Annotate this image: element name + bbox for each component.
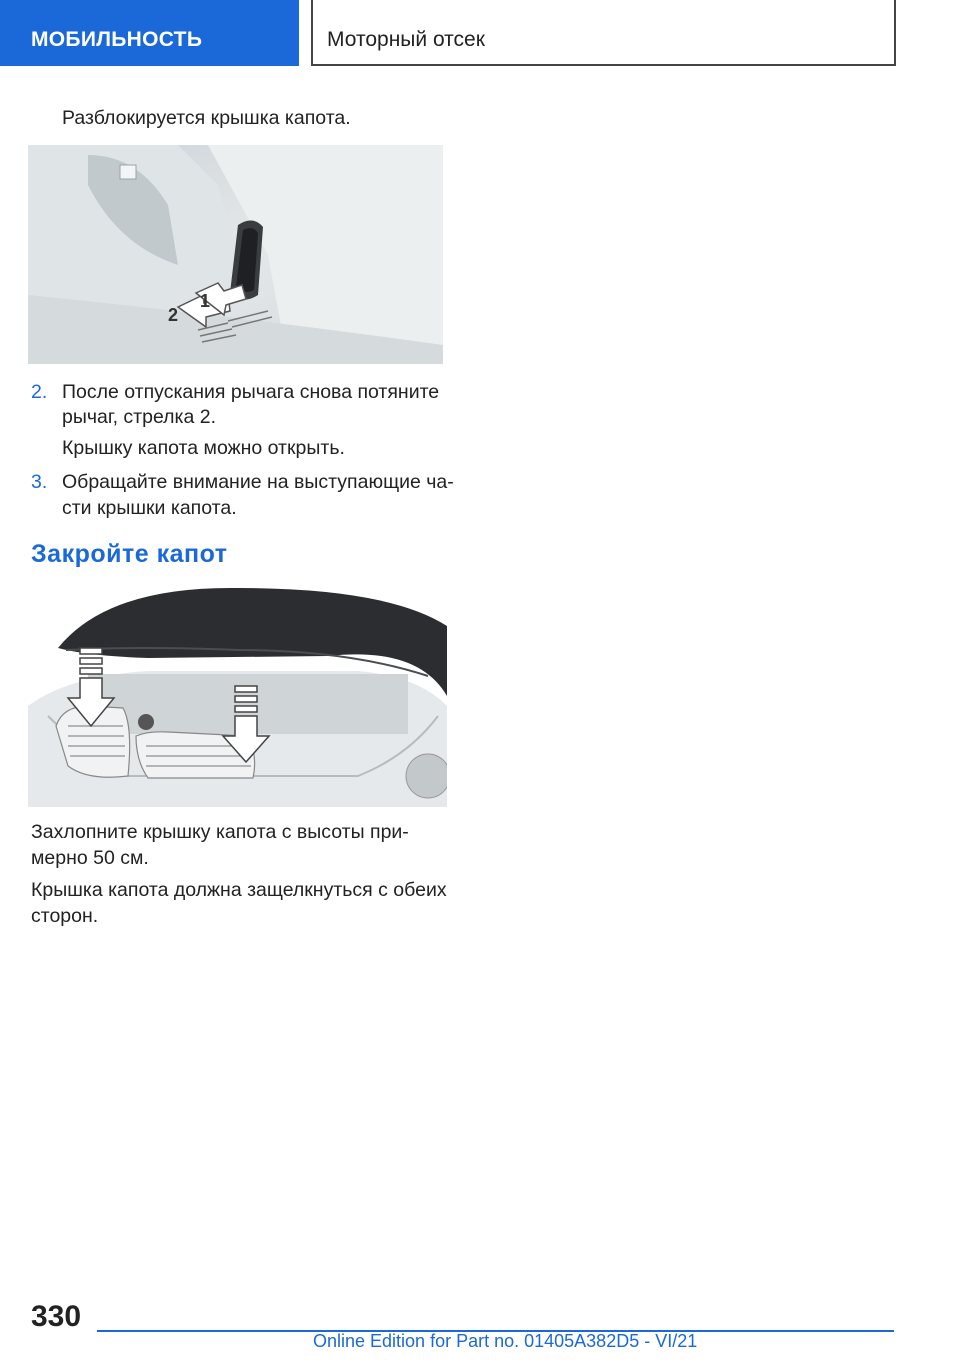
hood-release-illustration: [28, 145, 443, 364]
intro-text: Разблокируется крышка капота.: [62, 107, 351, 129]
step-text-line: Обращайте внимание на выступающие ча-: [62, 471, 454, 493]
page-number: 330: [31, 1300, 82, 1333]
close-text-line: Захлопните крышку капота с высоты при-: [31, 821, 409, 843]
step-note: Крышку капота можно открыть.: [62, 437, 345, 459]
close-text-line: мерно 50 см.: [31, 847, 149, 869]
arrow-2-label: 2: [168, 305, 179, 325]
arrow-1-label: 1: [200, 291, 211, 311]
chapter-header: [311, 0, 896, 66]
step-text-line: После отпускания рычага снова потяните: [62, 381, 440, 403]
close-text-line: сторон.: [31, 905, 99, 927]
close-text-line: Крышка капота должна защелкнуться с обеих: [31, 879, 447, 901]
section-heading: Закройте капот: [31, 540, 228, 568]
step-number: 3.: [31, 471, 48, 493]
section-tab: [0, 0, 299, 66]
chapter-title: Моторный отсек: [327, 28, 485, 51]
step-text-line: сти крышки капота.: [62, 497, 237, 519]
step-number: 2.: [31, 381, 48, 403]
close-hood-illustration: [28, 586, 447, 807]
step-text-line: рычаг, стрелка 2.: [62, 406, 217, 428]
section-title: МОБИЛЬНОСТЬ: [31, 28, 203, 51]
edition-info: Online Edition for Part no. 01405A382D5 - VI/21: [313, 1331, 698, 1351]
